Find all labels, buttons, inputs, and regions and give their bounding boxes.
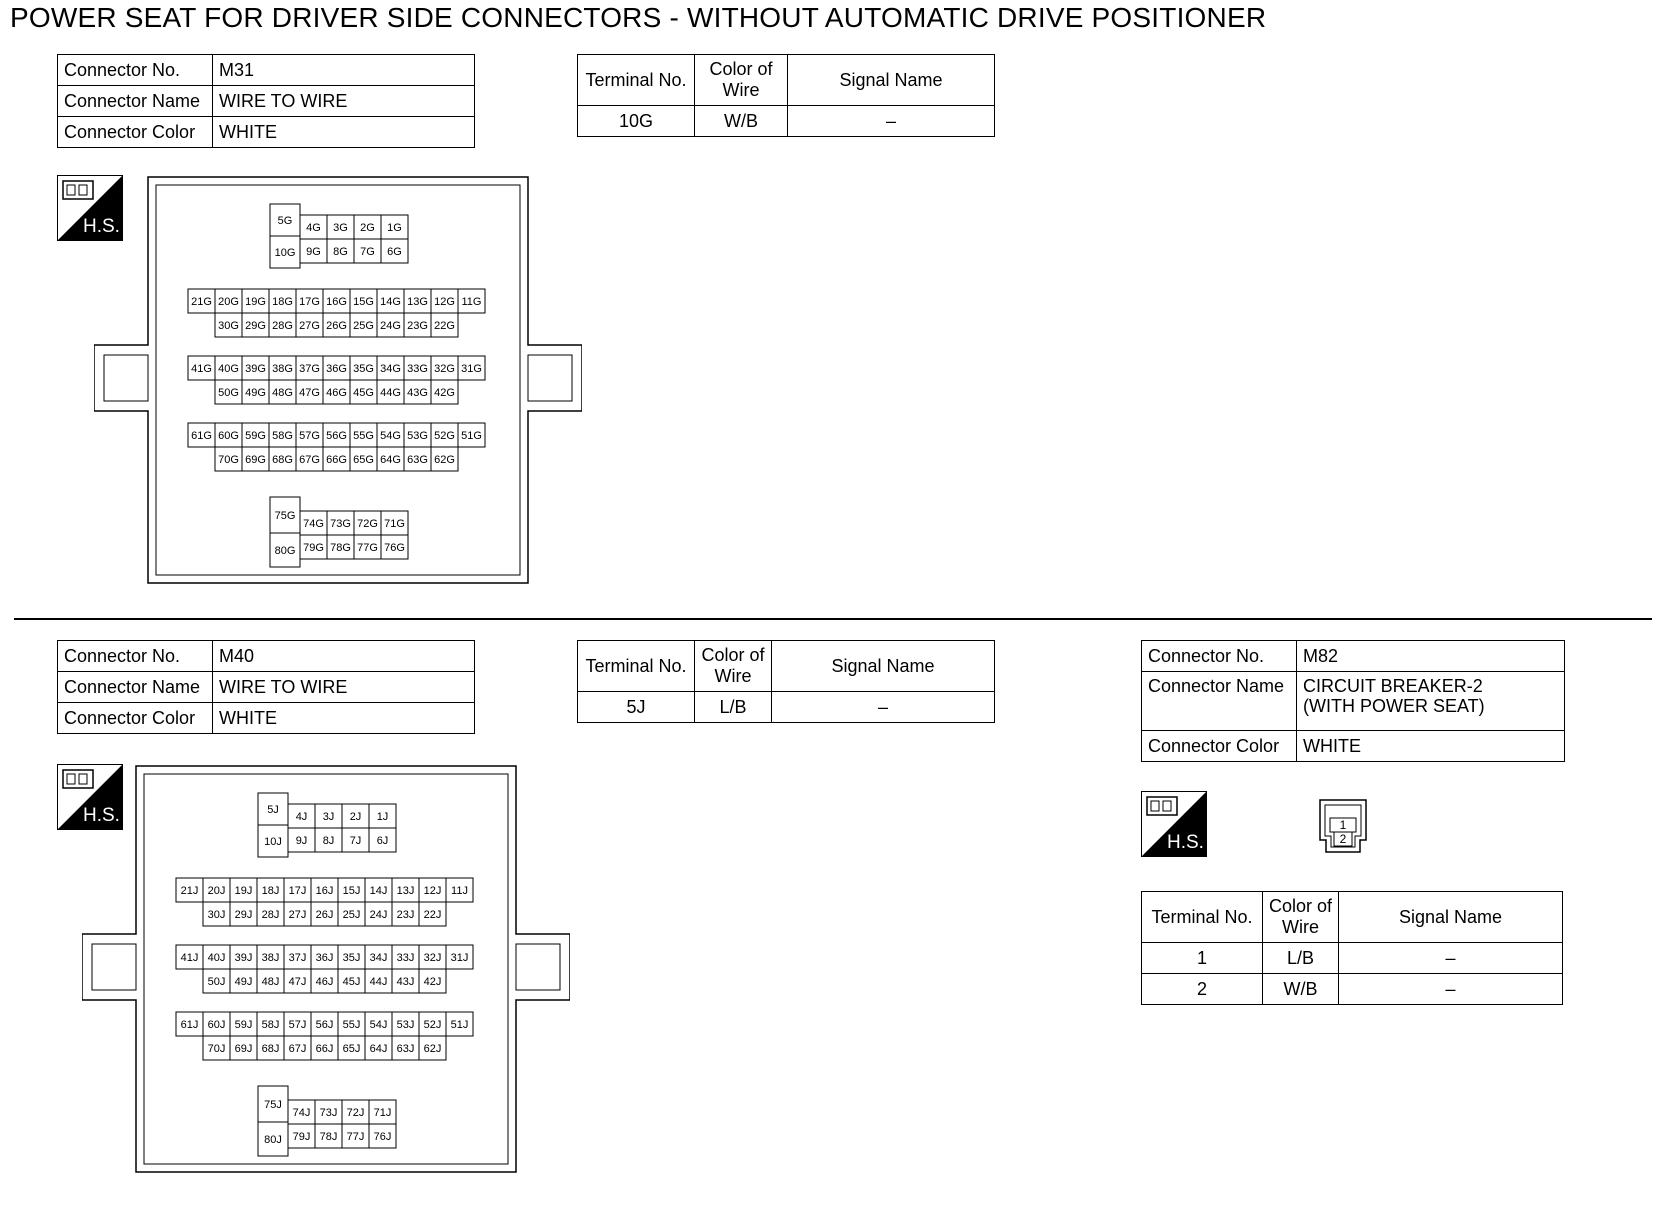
pin-label: 13J <box>396 885 415 897</box>
pin-label: 68G <box>272 454 293 466</box>
pin-label: 65J <box>342 1043 361 1055</box>
pin-label: 1J <box>376 811 389 823</box>
pin-label: 70J <box>207 1043 226 1055</box>
signal-name-cell: – <box>1339 974 1563 1005</box>
pin-label: 23J <box>396 909 415 921</box>
pin-label: 75G <box>274 510 296 522</box>
pin-label: 19G <box>245 296 266 308</box>
pin-label: 12J <box>423 885 442 897</box>
signal-name-header: Signal Name <box>1339 892 1563 943</box>
pin-label: 8J <box>322 835 335 847</box>
pin-label: 4G <box>306 222 321 234</box>
pin-label: 54J <box>369 1019 388 1031</box>
pin-label: 64G <box>380 454 401 466</box>
pin-label: 49J <box>234 976 253 988</box>
pin-label: 48G <box>272 387 293 399</box>
m82-info-table <box>1141 640 1565 762</box>
terminal-cell: 5J <box>578 692 695 723</box>
pin-label: 41G <box>191 363 212 375</box>
pin-label: 74G <box>303 518 324 530</box>
pin-label: 58G <box>272 430 293 442</box>
pin-label: 14J <box>369 885 388 897</box>
pin-label: 61J <box>180 1019 199 1031</box>
pin-label: 45J <box>342 976 361 988</box>
pin-label: 23G <box>407 320 428 332</box>
pin-label: 78J <box>319 1131 338 1143</box>
pin-label: 20G <box>218 296 239 308</box>
pin-label: 37G <box>299 363 320 375</box>
pin-label: 75J <box>264 1099 282 1111</box>
connector-color-value: WHITE <box>1297 731 1565 762</box>
pin-label: 62J <box>423 1043 442 1055</box>
pin-label: 2J <box>349 811 362 823</box>
pin-label: 18J <box>261 885 280 897</box>
pin-label: 17G <box>299 296 320 308</box>
connector-name-label: Connector Name <box>58 672 213 703</box>
pin-label: 40J <box>207 952 226 964</box>
pin-label: 63J <box>396 1043 415 1055</box>
pin-label: 27J <box>288 909 307 921</box>
pin-label: 57G <box>299 430 320 442</box>
pin-1: 1 <box>1339 818 1347 832</box>
connector-no-value: M31 <box>213 55 475 86</box>
pin-label: 22G <box>434 320 455 332</box>
pin-label: 44J <box>369 976 388 988</box>
pin-label: 40G <box>218 363 239 375</box>
pin-label: 26G <box>326 320 347 332</box>
pin-label: 55G <box>353 430 374 442</box>
connector-no-label: Connector No. <box>1142 641 1297 672</box>
pin-label: 21J <box>180 885 199 897</box>
pin-label: 31J <box>450 952 469 964</box>
pin-label: 31G <box>461 363 482 375</box>
pin-label: 71G <box>384 518 405 530</box>
pin-label: 80J <box>264 1134 282 1146</box>
pin-label: 72G <box>357 518 378 530</box>
pin-label: 3G <box>333 222 348 234</box>
pin-label: 20J <box>207 885 226 897</box>
signal-name-cell: – <box>772 692 995 723</box>
pin-label: 60G <box>218 430 239 442</box>
pin-label: 1G <box>387 222 402 234</box>
pin-label: 65G <box>353 454 374 466</box>
pin-label: 28J <box>261 909 280 921</box>
connector-no-value: M40 <box>213 641 475 672</box>
pin-label: 9G <box>306 246 321 258</box>
connector-name-value: WIRE TO WIRE <box>213 672 475 703</box>
pin-label: 49G <box>245 387 266 399</box>
terminal-cell: 1 <box>1142 943 1263 974</box>
pin-label: 55J <box>342 1019 361 1031</box>
pin-label: 46J <box>315 976 334 988</box>
pin-label: 70G <box>218 454 239 466</box>
pin-label: 52J <box>423 1019 442 1031</box>
pin-label: 62G <box>434 454 455 466</box>
pin-label: 10J <box>264 836 282 848</box>
m31-terminal-table <box>577 54 995 137</box>
pin-label: 57J <box>288 1019 307 1031</box>
pin-label: 11J <box>451 885 468 897</box>
pin-label: 15J <box>342 885 361 897</box>
section-divider <box>14 618 1652 620</box>
pin-label: 33G <box>407 363 428 375</box>
pin-label: 43J <box>396 976 415 988</box>
pin-label: 79G <box>303 542 324 554</box>
page-title: POWER SEAT FOR DRIVER SIDE CONNECTORS - WITHOUT AUTOMATIC DRIVE POSITIONER <box>10 2 1267 33</box>
pin-label: 53G <box>407 430 428 442</box>
color-of-wire-header: Color of Wire <box>1263 892 1339 943</box>
wire-color-cell: W/B <box>695 106 788 137</box>
pin-label: 37J <box>288 952 307 964</box>
pin-label: 76G <box>384 542 405 554</box>
pin-label: 32G <box>434 363 455 375</box>
pin-label: 43G <box>407 387 428 399</box>
pin-label: 36G <box>326 363 347 375</box>
pin-label: 25J <box>342 909 361 921</box>
pin-label: 27G <box>299 320 320 332</box>
pin-label: 69J <box>234 1043 253 1055</box>
pin-label: 19J <box>234 885 253 897</box>
pin-label: 76J <box>373 1131 392 1143</box>
pin-label: 48J <box>261 976 280 988</box>
connector-no-value: M82 <box>1297 641 1565 672</box>
pin-label: 72J <box>346 1107 365 1119</box>
pin-label: 9J <box>295 835 308 847</box>
pin-label: 60J <box>207 1019 226 1031</box>
pin-label: 74J <box>292 1107 311 1119</box>
pin-label: 34J <box>369 952 388 964</box>
pin-label: 44G <box>380 387 401 399</box>
pin-label: 78G <box>330 542 351 554</box>
signal-name-cell: – <box>1339 943 1563 974</box>
pin-label: 46G <box>326 387 347 399</box>
pin-label: 3J <box>322 811 335 823</box>
pin-label: 16G <box>326 296 347 308</box>
hs-icon <box>1141 791 1207 857</box>
m82-connector-face <box>1318 798 1368 856</box>
pin-label: 2G <box>360 222 375 234</box>
m40-info-table <box>57 640 475 734</box>
wire-color-cell: L/B <box>695 692 772 723</box>
color-of-wire-header: Color of Wire <box>695 641 772 692</box>
pin-label: 77J <box>346 1131 365 1143</box>
pin-label: 69G <box>245 454 266 466</box>
pin-label: 28G <box>272 320 293 332</box>
pin-label: 21G <box>191 296 212 308</box>
signal-name-cell: – <box>788 106 995 137</box>
m31-connector-face <box>94 175 582 585</box>
pin-label: 15G <box>353 296 374 308</box>
pin-label: 73G <box>330 518 351 530</box>
pin-label: 39J <box>234 952 253 964</box>
pin-label: 7J <box>349 835 362 847</box>
pin-label: 61G <box>191 430 212 442</box>
signal-name-header: Signal Name <box>788 55 995 106</box>
pin-label: 30J <box>207 909 226 921</box>
connector-name-value: CIRCUIT BREAKER-2 (WITH POWER SEAT) <box>1297 672 1565 731</box>
pin-label: 41J <box>180 952 199 964</box>
pin-label: 25G <box>353 320 374 332</box>
terminal-cell: 10G <box>578 106 695 137</box>
pin-label: 79J <box>292 1131 311 1143</box>
pin-label: 42J <box>423 976 442 988</box>
pin-label: 64J <box>369 1043 388 1055</box>
pin-label: 24J <box>369 909 388 921</box>
terminal-cell: 2 <box>1142 974 1263 1005</box>
pin-label: 47G <box>299 387 320 399</box>
pin-label: 34G <box>380 363 401 375</box>
pin-label: 59G <box>245 430 266 442</box>
svg-text:H.S.: H.S. <box>1167 832 1204 853</box>
pin-label: 8G <box>333 246 348 258</box>
pin-label: 24G <box>380 320 401 332</box>
connector-no-label: Connector No. <box>58 55 213 86</box>
pin-label: 66G <box>326 454 347 466</box>
pin-label: 51J <box>450 1019 469 1031</box>
pin-label: 13G <box>407 296 428 308</box>
pin-label: 17J <box>288 885 307 897</box>
pin-label: 59J <box>234 1019 253 1031</box>
m40-connector-face <box>82 764 570 1174</box>
pin-label: 58J <box>261 1019 280 1031</box>
pin-label: 63G <box>407 454 428 466</box>
pin-2: 2 <box>1339 832 1347 846</box>
pin-label: 80G <box>274 545 296 557</box>
pin-label: 11G <box>461 296 482 308</box>
pin-label: 30G <box>218 320 239 332</box>
signal-name-header: Signal Name <box>772 641 995 692</box>
pin-label: 32J <box>423 952 442 964</box>
pin-label: 54G <box>380 430 401 442</box>
pin-label: 50G <box>218 387 239 399</box>
pin-label: 56G <box>326 430 347 442</box>
pin-label: 50J <box>207 976 226 988</box>
pin-label: 26J <box>315 909 334 921</box>
pin-label: 36J <box>315 952 334 964</box>
pin-label: 14G <box>380 296 401 308</box>
pin-label: 4J <box>295 811 308 823</box>
terminal-no-header: Terminal No. <box>578 641 695 692</box>
pin-label: 47J <box>288 976 307 988</box>
connector-name-label: Connector Name <box>1142 672 1297 731</box>
pin-label: 5G <box>277 215 293 227</box>
wire-color-cell: W/B <box>1263 974 1339 1005</box>
pin-label: 33J <box>396 952 415 964</box>
pin-label: 12G <box>434 296 455 308</box>
connector-color-label: Connector Color <box>1142 731 1297 762</box>
pin-label: 77G <box>357 542 378 554</box>
pin-label: 67J <box>288 1043 307 1055</box>
terminal-no-header: Terminal No. <box>578 55 695 106</box>
wire-color-cell: L/B <box>1263 943 1339 974</box>
pin-label: 18G <box>272 296 293 308</box>
pin-label: 68J <box>261 1043 280 1055</box>
pin-label: 42G <box>434 387 455 399</box>
terminal-no-header: Terminal No. <box>1142 892 1263 943</box>
pin-label: 73J <box>319 1107 338 1119</box>
pin-label: 71J <box>373 1107 392 1119</box>
svg-text:H.S.: H.S. <box>83 216 120 237</box>
m40-terminal-table <box>577 640 995 723</box>
m31-info-table <box>57 54 475 148</box>
pin-label: 38G <box>272 363 293 375</box>
connector-no-label: Connector No. <box>58 641 213 672</box>
pin-label: 35J <box>342 952 361 964</box>
pin-label: 45G <box>353 387 374 399</box>
pin-label: 66J <box>315 1043 334 1055</box>
connector-name-label: Connector Name <box>58 86 213 117</box>
color-of-wire-header: Color of Wire <box>695 55 788 106</box>
pin-label: 10G <box>274 247 296 259</box>
pin-label: 22J <box>423 909 442 921</box>
pin-label: 53J <box>396 1019 415 1031</box>
pin-label: 67G <box>299 454 320 466</box>
pin-label: 29J <box>234 909 253 921</box>
pin-label: 51G <box>461 430 482 442</box>
m82-terminal-table <box>1141 891 1563 1005</box>
pin-label: 29G <box>245 320 266 332</box>
connector-color-value: WHITE <box>213 703 475 734</box>
connector-color-value: WHITE <box>213 117 475 148</box>
pin-label: 52G <box>434 430 455 442</box>
connector-color-label: Connector Color <box>58 117 213 148</box>
pin-label: 7G <box>360 246 375 258</box>
pin-label: 5J <box>267 804 279 816</box>
pin-label: 16J <box>315 885 334 897</box>
pin-label: 38J <box>261 952 280 964</box>
pin-label: 6J <box>376 835 389 847</box>
pin-label: 35G <box>353 363 374 375</box>
svg-text:H.S.: H.S. <box>83 805 120 826</box>
connector-name-value: WIRE TO WIRE <box>213 86 475 117</box>
connector-color-label: Connector Color <box>58 703 213 734</box>
pin-label: 39G <box>245 363 266 375</box>
pin-label: 56J <box>315 1019 334 1031</box>
pin-label: 6G <box>387 246 402 258</box>
